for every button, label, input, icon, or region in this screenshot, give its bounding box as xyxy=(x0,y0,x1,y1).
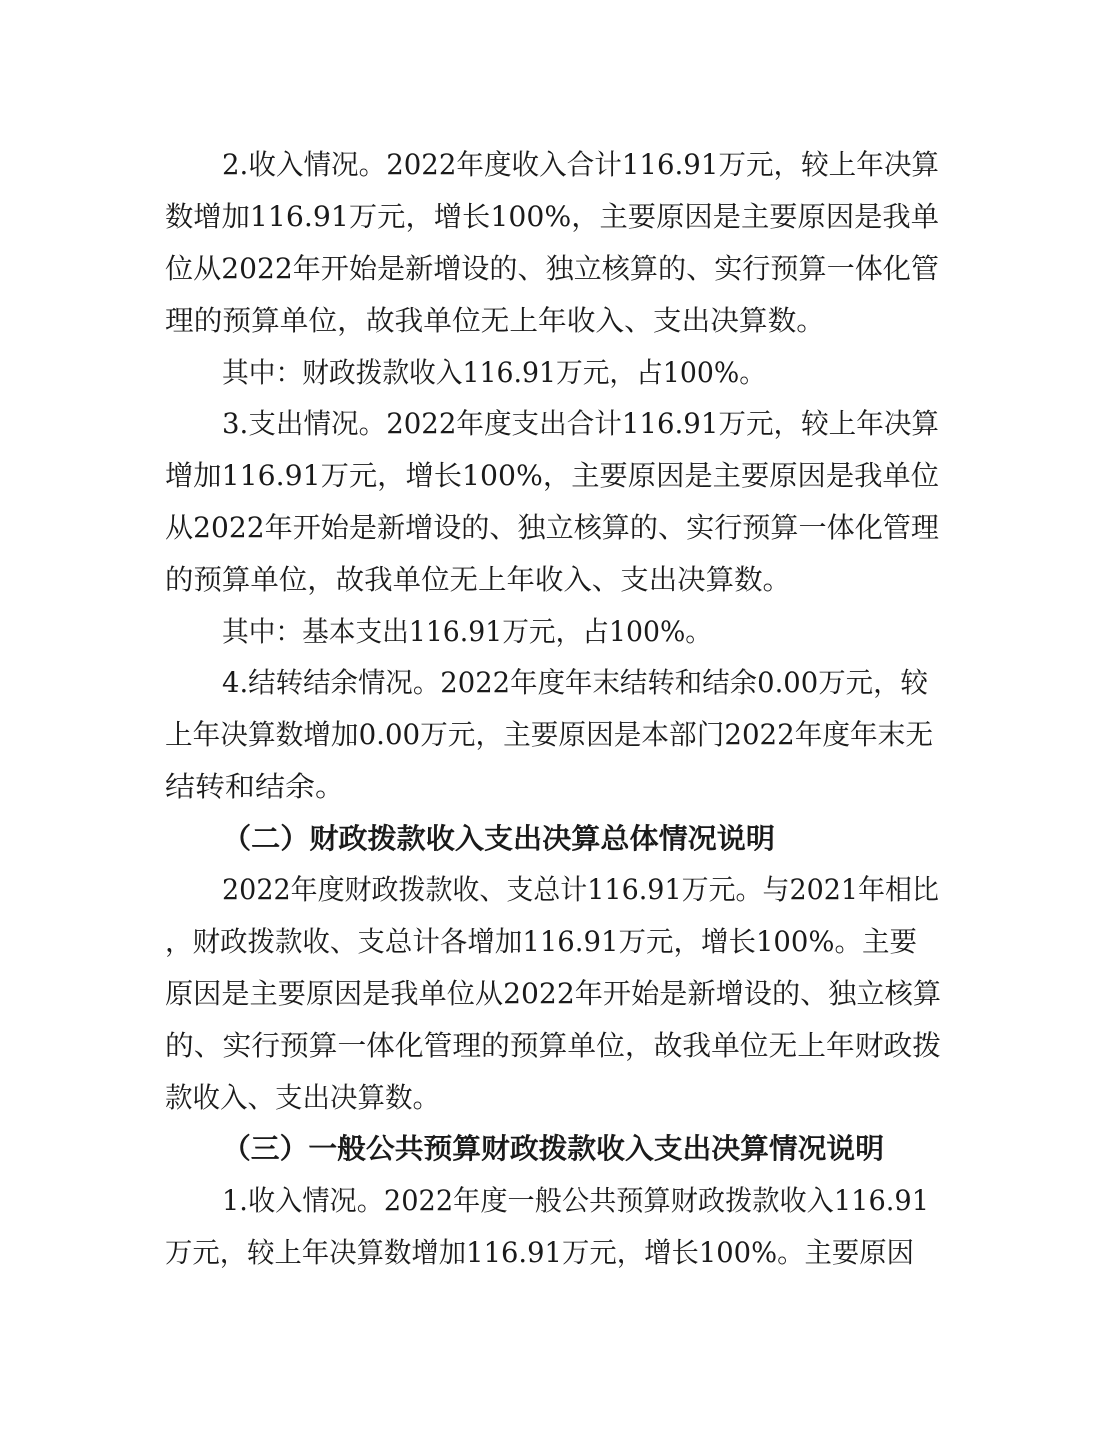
paragraph-line: 位从2022年开始是新增设的、独立核算的、实行预算一体化管 xyxy=(165,252,939,285)
paragraph-line: 1.收入情况。2022年度一般公共预算财政拨款收入116.91 xyxy=(222,1184,929,1217)
income-note: 其中：财政拨款收入116.91万元，占100%。 xyxy=(222,356,766,389)
section-three-paragraph xyxy=(165,1184,929,1269)
paragraph-line: 4.结转结余情况。2022年度年末结转和结余0.00万元，较 xyxy=(222,666,929,699)
section-two-heading: （二）财政拨款收入支出决算总体情况说明 xyxy=(222,822,775,855)
expense-note: 其中：基本支出116.91万元，占100%。 xyxy=(222,615,712,648)
paragraph-line: 的预算单位，故我单位无上年收入、支出决算数。 xyxy=(165,563,791,596)
paragraph-line: 万元，较上年决算数增加116.91万元，增长100%。主要原因 xyxy=(165,1236,914,1269)
paragraph-line: 原因是主要原因是我单位从2022年开始是新增设的、独立核算 xyxy=(165,977,941,1010)
paragraph-line: 2.收入情况。2022年度收入合计116.91万元，较上年决算 xyxy=(222,148,939,181)
paragraph-line: 结转和结余。 xyxy=(165,770,345,803)
paragraph-line: ，财政拨款收、支总计各增加116.91万元，增长100%。主要 xyxy=(165,925,917,958)
income-paragraph xyxy=(165,148,939,337)
paragraph-line: 款收入、支出决算数。 xyxy=(165,1081,440,1114)
paragraph-line: 2022年度财政拨款收、支总计116.91万元。与2021年相比 xyxy=(222,873,939,906)
paragraph-line: 3.支出情况。2022年度支出合计116.91万元，较上年决算 xyxy=(222,407,939,440)
paragraph-line: 的、实行预算一体化管理的预算单位，故我单位无上年财政拨 xyxy=(165,1029,941,1062)
paragraph-line: 增加116.91万元，增长100%，主要原因是主要原因是我单位 xyxy=(165,459,939,492)
section-two-paragraph xyxy=(165,873,941,1114)
section-three-heading: （三）一般公共预算财政拨款收入支出决算情况说明 xyxy=(222,1132,884,1165)
paragraph-line: 从2022年开始是新增设的、独立核算的、实行预算一体化管理 xyxy=(165,511,939,544)
expense-paragraph xyxy=(165,407,939,596)
paragraph-line: 上年决算数增加0.00万元，主要原因是本部门2022年度年末无 xyxy=(165,718,933,751)
paragraph-line: 数增加116.91万元，增长100%，主要原因是主要原因是我单 xyxy=(165,200,939,233)
carryover-paragraph xyxy=(165,666,933,803)
paragraph-line: 理的预算单位，故我单位无上年收入、支出决算数。 xyxy=(165,304,825,337)
